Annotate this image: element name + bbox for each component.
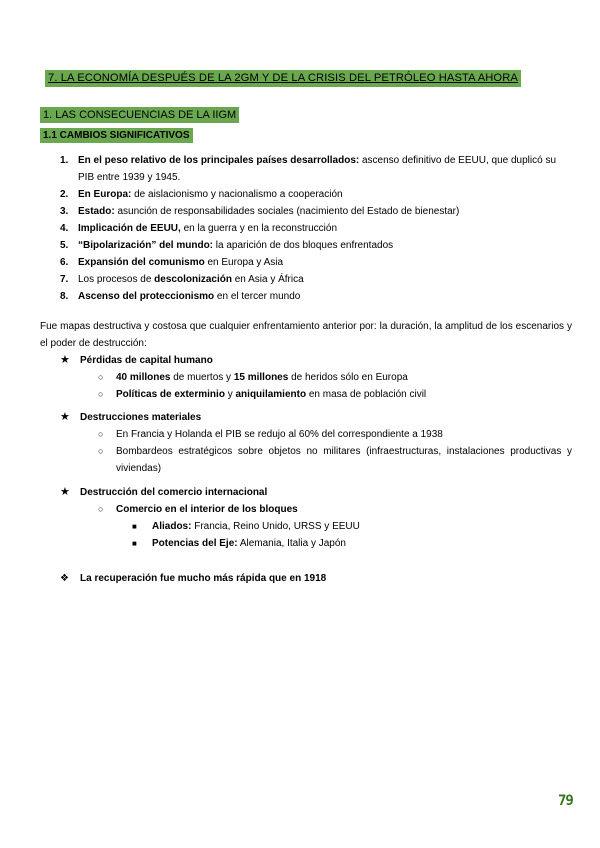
list-number: 5. (60, 240, 69, 251)
list-number: 8. (60, 291, 69, 302)
circle-bullet-icon: ○ (98, 389, 104, 399)
text: Bombardeos estratégicos sobre objetos no militares (infraestructuras, instalaciones productivas y viviendas) (116, 446, 572, 474)
material-heading (60, 409, 572, 426)
section-heading: 1. LAS CONSECUENCIAS DE LA IIGM (40, 107, 239, 123)
bold-text: aniquilamiento (235, 389, 307, 400)
bold-text: Comercio en el interior de los bloques (116, 504, 298, 515)
list-number: 6. (60, 257, 69, 268)
list-number: 1. (60, 155, 69, 166)
list-item-text: la aparición de dos bloques enfrentados (213, 240, 394, 251)
square-bullet-icon: ■ (132, 522, 137, 531)
text: de heridos sólo en Europa (288, 372, 408, 383)
list-item-bold: descolonización (154, 274, 232, 285)
bold-text: Políticas de exterminio (116, 389, 225, 400)
list-item-bold: Expansión del comunismo (78, 257, 205, 268)
changes-list (40, 152, 572, 305)
list-item (60, 426, 572, 443)
bold-text: Potencias del Eje: (152, 538, 238, 549)
list-item-bold: En el peso relativo de los principales países desarrollados: (78, 155, 360, 166)
trade-section (60, 484, 572, 552)
list-item-text: ascenso definitivo de EEUU, que duplicó su PIB entre 1939 y 1945. (78, 155, 557, 183)
intro-paragraph: Fue mapas destructiva y costosa que cualquier enfrentamiento anterior por: la duración, la amplitud de los escenarios y el poder de destrucción: (40, 321, 572, 349)
list-item-bold: “Bipolarización” del mundo: (78, 240, 214, 251)
heading-text: Destrucción del comercio internacional (80, 487, 268, 498)
material-section (60, 409, 572, 477)
circle-bullet-icon: ○ (98, 372, 104, 382)
circle-bullet-icon: ○ (98, 446, 104, 456)
list-item-text: de aislacionismo y nacionalismo a cooperación (131, 189, 343, 200)
list-item-text: en Europa y Asia (204, 257, 284, 268)
bold-text: 40 millones (116, 372, 171, 383)
recovery-text: La recuperación fue mucho más rápida que en 1918 (80, 573, 327, 584)
list-number: 7. (60, 274, 69, 285)
circle-bullet-icon: ○ (98, 429, 104, 439)
document-title-wrap (45, 72, 521, 84)
list-item-bold: Estado: (78, 206, 115, 217)
list-item (60, 501, 572, 518)
list-item (40, 254, 572, 271)
list-item-text: en la guerra y en la reconstrucción (180, 223, 338, 234)
list-item (60, 518, 572, 535)
document-title: 7. LA ECONOMÍA DESPUÉS DE LA 2GM Y DE LA CRISIS DEL PETRÓLEO HASTA AHORA (45, 70, 521, 87)
list-item (40, 237, 572, 254)
list-item-text: en el tercer mundo (214, 291, 301, 302)
page-number: 79 (558, 793, 573, 809)
trade-heading (60, 484, 572, 501)
list-item (40, 220, 572, 237)
list-item-text: en Asia y África (231, 274, 304, 285)
subsection-heading: 1.1 CAMBIOS SIGNIFICATIVOS (40, 128, 193, 143)
text: de muertos y (170, 372, 234, 383)
star-bullet-icon: ★ (60, 354, 70, 366)
star-bullet-icon: ★ (60, 411, 70, 423)
text: y (224, 389, 236, 400)
star-bullet-icon: ★ (60, 486, 70, 498)
human-capital-section (60, 352, 572, 403)
list-item (40, 271, 572, 288)
list-item-bold: Ascenso del proteccionismo (78, 291, 215, 302)
list-item (40, 203, 572, 220)
list-item (40, 288, 572, 305)
list-item-bold: En Europa: (78, 189, 132, 200)
text: Francia, Reino Unido, URSS y EEUU (191, 521, 360, 532)
circle-bullet-icon: ○ (98, 504, 104, 514)
heading-text: Pérdidas de capital humano (80, 355, 213, 366)
heading-text: Destrucciones materiales (80, 412, 202, 423)
square-bullet-icon: ■ (132, 539, 137, 548)
list-item (60, 443, 572, 477)
text: Alemania, Italia y Japón (237, 538, 346, 549)
human-capital-heading (60, 352, 572, 369)
list-item-text: asunción de responsabilidades sociales (nacimiento del Estado de bienestar) (114, 206, 460, 217)
recovery-note (60, 570, 326, 587)
list-item (60, 386, 572, 403)
list-item-bold: Implicación de EEUU, (78, 223, 181, 234)
list-item (40, 186, 572, 203)
list-number: 4. (60, 223, 69, 234)
list-item (60, 369, 572, 386)
list-item (40, 152, 572, 186)
list-number: 2. (60, 189, 69, 200)
text: En Francia y Holanda el PIB se redujo al 60% del correspondiente a 1938 (116, 429, 443, 440)
text: en masa de población civil (306, 389, 427, 400)
diamond-bullet-icon: ❖ (60, 573, 69, 584)
list-number: 3. (60, 206, 69, 217)
list-item-prefix: Los procesos de (78, 274, 155, 285)
list-item (60, 535, 572, 552)
bold-text: Aliados: (152, 521, 192, 532)
bold-text: 15 millones (233, 372, 289, 383)
